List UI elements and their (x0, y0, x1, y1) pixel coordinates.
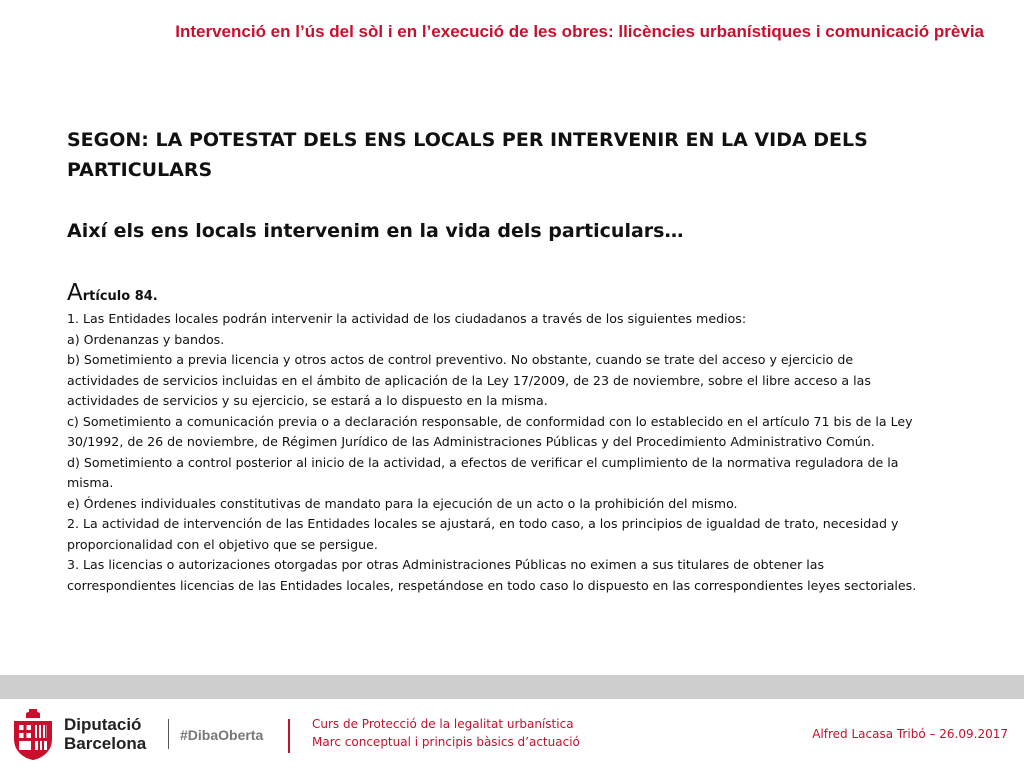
article-title-rest: rtículo 84. (82, 289, 158, 304)
course-info (312, 715, 580, 751)
article-body (67, 309, 927, 596)
section-subheading: Així els ens locals intervenim en la vida dels particulars… (67, 220, 684, 242)
article-title-initial: A (67, 280, 83, 306)
footer-accent-separator (288, 719, 290, 753)
course-subtitle: Marc conceptual i principis bàsics d’actuació (312, 735, 580, 749)
article-paragraph: e) Órdenes individuales constitutivas de mandato para la ejecución de un acto o la prohibición del mismo. (67, 495, 738, 511)
slide-footer (0, 699, 1024, 768)
org-name-line1: Diputació (64, 715, 142, 734)
slide-header-title: Intervenció en l’ús del sòl i en l’execució de les obres: llicències urbanístiques i comunicació prèvia (175, 22, 984, 41)
article-paragraph: d) Sometimiento a control posterior al inicio de la actividad, a efectos de verificar el cumplimiento de la normativa reguladora de la misma. (67, 454, 899, 490)
org-name (64, 715, 146, 753)
footer-separator (168, 719, 169, 749)
org-name-line2: Barcelona (64, 734, 147, 753)
author-date: Alfred Lacasa Tribó – 26.09.2017 (812, 727, 1008, 741)
article-paragraph: b) Sometimiento a previa licencia y otros actos de control preventivo. No obstante, cuando se trate del acceso y ejercicio de actividades de servicios incluidas en el ámbito de aplicación de la Ley 17/2009, de 23 de noviembre, sobre el libre acceso a las actividades de servicios y su ejercicio, se estará a lo dispuesto en la misma. (67, 352, 871, 408)
section-heading: SEGON: LA POTESTAT DELS ENS LOCALS PER INTERVENIR EN LA VIDA DELS PARTICULARS (67, 129, 868, 181)
article-paragraph: 1. Las Entidades locales podrán intervenir la actividad de los ciudadanos a través de los siguientes medios: (67, 311, 747, 326)
article-paragraph: 3. Las licencias o autorizaciones otorgadas por otras Administraciones Públicas no eximen a sus titulares de obtener las correspondientes licencias de las Entidades locales, respetándose en todo caso lo dispuesto en las correspondientes leyes sectoriales. (67, 557, 917, 593)
article-paragraph: a) Ordenanzas y bandos. (67, 331, 225, 347)
course-title: Curs de Protecció de la legalitat urbanística (312, 717, 574, 731)
footer-divider-bar (0, 675, 1024, 699)
article-paragraph: 2. La actividad de intervención de las Entidades locales se ajustará, en todo caso, a los principios de igualdad de trato, necesidad y proporcionalidad con el objetivo que se persigue. (67, 516, 899, 552)
article-paragraph: c) Sometimiento a comunicación previa o a declaración responsable, de conformidad con lo establecido en el artículo 71 bis de la Ley 30/1992, de 26 de noviembre, de Régimen Jurídico de las Administraciones Públicas y del Procedimiento Administrativo Común. (67, 413, 913, 449)
hashtag-label: #DibaOberta (180, 727, 264, 743)
diputacio-barcelona-shield-icon (10, 709, 56, 761)
article-title (67, 280, 158, 306)
